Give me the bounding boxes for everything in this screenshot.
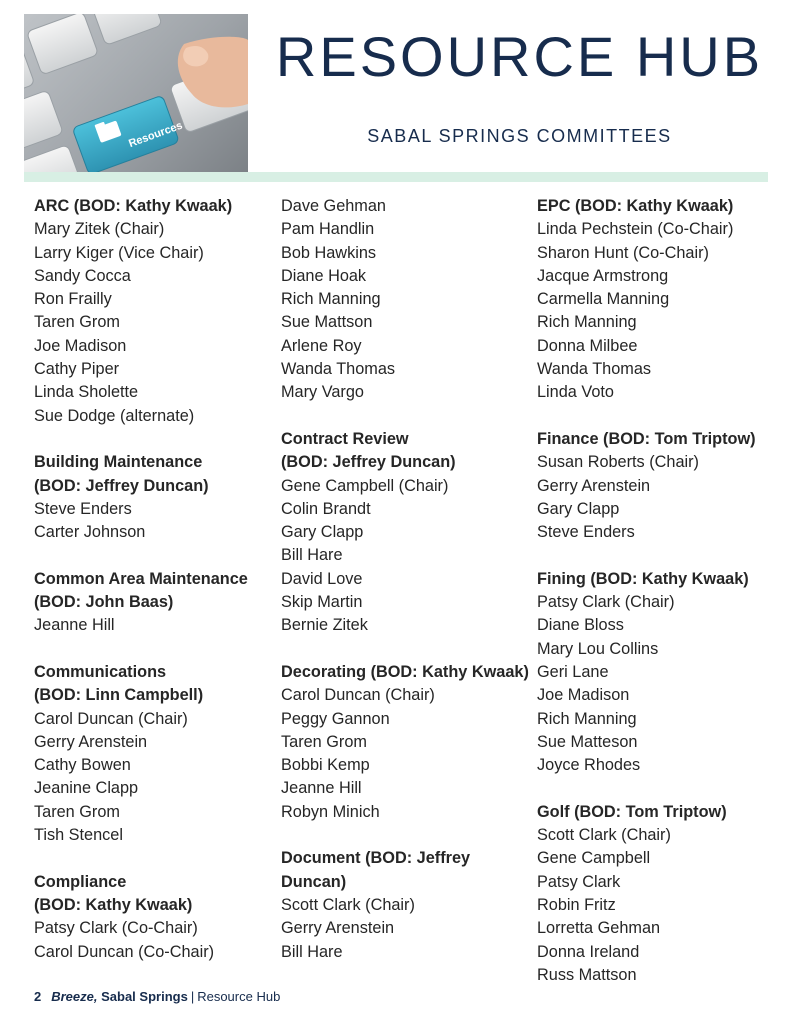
committee-member: Carmella Manning	[537, 290, 670, 309]
committee-member: Gerry Arenstein	[281, 919, 395, 938]
committee-member: Linda Sholette	[34, 383, 139, 402]
committee-group	[537, 568, 777, 778]
committee-heading: Decorating (BOD: Kathy Kwaak)	[281, 662, 529, 681]
committee-group	[34, 195, 272, 428]
committee-member: Gary Clapp	[537, 499, 620, 518]
committee-member: Mary Lou Collins	[537, 639, 659, 658]
committee-member: Jeanine Clapp	[34, 779, 139, 798]
committee-heading: ARC (BOD: Kathy Kwaak)	[34, 197, 233, 215]
committee-member: Scott Clark (Chair)	[281, 895, 415, 914]
committee-column-1	[34, 195, 272, 964]
committee-member: Linda Voto	[537, 383, 614, 402]
committee-heading: Building Maintenance (BOD: Jeffrey Duncan)	[34, 453, 209, 495]
committee-member: Joyce Rhodes	[537, 756, 641, 775]
committee-member: Bill Hare	[281, 942, 343, 961]
committee-member: Linda Pechstein (Co-Chair)	[537, 220, 734, 239]
committee-member: Ron Frailly	[34, 290, 112, 309]
committee-member: Cathy Piper	[34, 360, 120, 379]
committee-group	[537, 801, 777, 987]
page-subtitle: SABAL SPRINGS COMMITTEES	[367, 126, 672, 146]
committee-member: Pam Handlin	[281, 220, 375, 239]
committee-column-3	[537, 195, 777, 987]
committee-member: Rich Manning	[537, 709, 637, 728]
committee-member: Scott Clark (Chair)	[537, 826, 671, 845]
committee-group	[537, 428, 777, 544]
committee-member: Steve Enders	[34, 499, 132, 518]
committee-member: Carter Johnson	[34, 523, 146, 542]
committee-member: Rich Manning	[281, 290, 381, 309]
committee-member: Larry Kiger (Vice Chair)	[34, 243, 204, 262]
committee-heading: Document (BOD: Jeffrey Duncan)	[281, 849, 471, 891]
committee-heading: Communications (BOD: Linn Campbell)	[34, 662, 204, 705]
committee-heading: Finance (BOD: Tom Triptow)	[537, 429, 756, 448]
header-photo-keyboard	[24, 14, 248, 172]
committee-member: Diane Hoak	[281, 266, 367, 285]
committee-member: Jacque Armstrong	[537, 266, 669, 285]
committee-group	[34, 568, 272, 638]
committee-member: Wanda Thomas	[281, 360, 396, 379]
committee-member: Wanda Thomas	[537, 360, 652, 379]
committee-heading: Fining (BOD: Kathy Kwaak)	[537, 569, 749, 588]
section-name: Resource Hub	[197, 989, 281, 1004]
committee-member: Sue Dodge (alternate)	[34, 406, 195, 425]
committee-member: Robin Fritz	[537, 895, 616, 914]
committee-member: Sue Matteson	[537, 732, 638, 751]
committee-heading: EPC (BOD: Kathy Kwaak)	[537, 197, 734, 215]
committee-heading: Contract Review (BOD: Jeffrey Duncan)	[281, 429, 456, 472]
header-divider	[24, 172, 768, 182]
committee-member: Susan Roberts (Chair)	[537, 453, 699, 472]
committee-member: Diane Bloss	[537, 616, 624, 635]
committee-member: Dave Gehman	[281, 197, 386, 215]
committee-member: Cathy Bowen	[34, 756, 131, 775]
committee-member: Skip Martin	[281, 593, 363, 612]
committee-group	[281, 847, 531, 963]
committee-group	[34, 451, 272, 544]
committee-member: Colin Brandt	[281, 499, 371, 518]
committee-member: Patsy Clark (Chair)	[537, 593, 675, 612]
committee-member: Carol Duncan (Chair)	[34, 709, 188, 728]
committee-member: Gary Clapp	[281, 523, 364, 542]
site-name: Sabal Springs	[101, 989, 188, 1004]
committee-member: Gene Campbell	[537, 849, 651, 868]
committee-heading: Golf (BOD: Tom Triptow)	[537, 802, 727, 821]
committee-member: Patsy Clark	[537, 872, 621, 891]
committee-group	[281, 195, 531, 405]
committee-member: Lorretta Gehman	[537, 919, 661, 938]
committee-member: Patsy Clark (Co-Chair)	[34, 919, 198, 938]
committee-group	[34, 871, 272, 964]
committee-member: Sue Mattson	[281, 313, 373, 332]
committee-member: Mary Vargo	[281, 383, 364, 402]
committee-member: Gene Campbell (Chair)	[281, 476, 449, 495]
committee-member: Tish Stencel	[34, 826, 123, 845]
committee-member: Mary Zitek (Chair)	[34, 220, 165, 239]
committee-member: Joe Madison	[34, 336, 127, 355]
committee-member: Bobbi Kemp	[281, 756, 370, 775]
committee-member: Bob Hawkins	[281, 243, 377, 262]
committee-member: Donna Milbee	[537, 336, 638, 355]
page-footer	[34, 988, 280, 1006]
committee-member: Jeanne Hill	[34, 616, 115, 635]
committee-column-2	[281, 195, 531, 964]
committee-heading: Common Area Maintenance (BOD: John Baas)	[34, 569, 248, 612]
committee-member: Bill Hare	[281, 546, 343, 565]
committee-group	[537, 195, 777, 405]
committee-member: Taren Grom	[281, 732, 367, 751]
committee-member: Steve Enders	[537, 523, 635, 542]
page-title: RESOURCE HUB	[275, 25, 764, 88]
committee-member: Joe Madison	[537, 686, 630, 705]
committee-member: Geri Lane	[537, 662, 609, 681]
committee-member: Carol Duncan (Co-Chair)	[34, 942, 215, 961]
page-number: 2	[34, 989, 42, 1004]
committee-group	[34, 661, 272, 847]
committee-member: Russ Mattson	[537, 965, 637, 984]
committee-member: Sharon Hunt (Co-Chair)	[537, 243, 709, 262]
committee-member: Rich Manning	[537, 313, 637, 332]
committee-member: Carol Duncan (Chair)	[281, 686, 435, 705]
committee-member: Peggy Gannon	[281, 709, 390, 728]
committee-group	[281, 661, 531, 824]
committee-member: Donna Ireland	[537, 942, 640, 961]
footer-separator: |	[190, 989, 195, 1004]
committee-member: Gerry Arenstein	[34, 732, 148, 751]
committee-group	[281, 428, 531, 638]
committee-heading: Compliance (BOD: Kathy Kwaak)	[34, 872, 193, 914]
committee-member: Arlene Roy	[281, 336, 362, 355]
committee-member: Taren Grom	[34, 313, 120, 332]
committee-member: David Love	[281, 569, 363, 588]
committee-member: Gerry Arenstein	[537, 476, 651, 495]
committee-member: Robyn Minich	[281, 802, 380, 821]
committee-member: Taren Grom	[34, 802, 120, 821]
committee-member: Sandy Cocca	[34, 266, 131, 285]
key-label: Resources	[127, 119, 185, 151]
publication-name: Breeze,	[51, 989, 98, 1004]
committee-member: Bernie Zitek	[281, 616, 368, 635]
committee-member: Jeanne Hill	[281, 779, 362, 798]
